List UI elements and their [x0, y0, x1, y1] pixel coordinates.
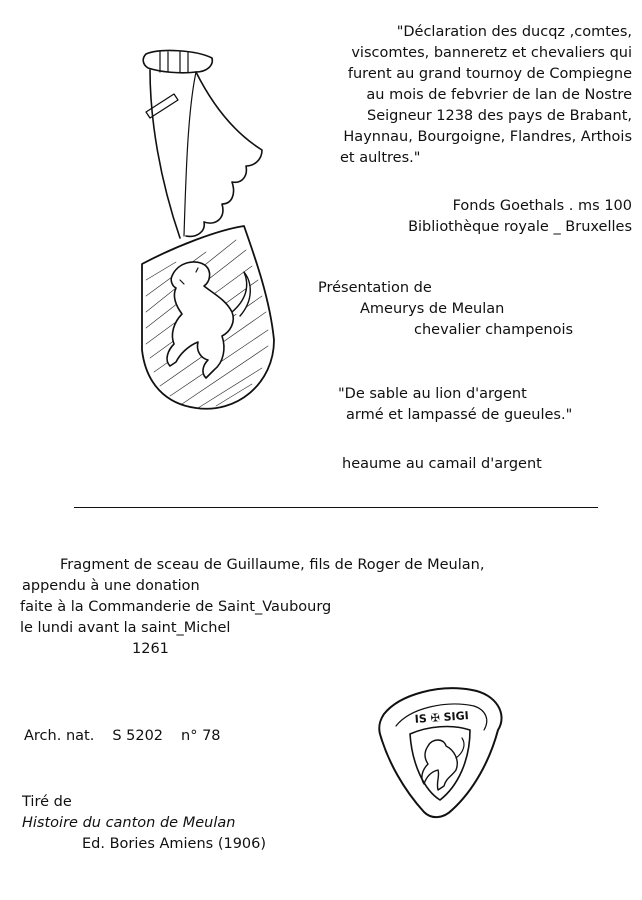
blazon-line: armé et lampassé de gueules." [346, 407, 573, 423]
seal-legend: IS ✠ SIGI [414, 709, 470, 726]
quote-line: Haynnau, Bourgoigne, Flandres, Arthois [343, 129, 632, 145]
seal-lion [422, 740, 457, 790]
presentation-line: Présentation de [318, 280, 432, 296]
source-fonds: Fonds Goethals . ms 100 [452, 198, 632, 214]
archive-number: n° 78 [181, 728, 221, 744]
blazon-line: "De sable au lion d'argent [338, 386, 527, 402]
quote-line: "Déclaration des ducqz ,comtes, [396, 24, 632, 40]
quote-line: viscomtes, banneretz et chevaliers qui [351, 45, 632, 61]
citation-book: Histoire du canton de Meulan [22, 815, 236, 831]
citation-block [22, 792, 266, 855]
archive-label: Arch. nat. [24, 728, 95, 744]
presentation-name: Ameurys de Meulan [360, 301, 505, 317]
crest-text: heaume au camail d'argent [342, 456, 542, 472]
seal-line: le lundi avant la saint_Michel [20, 620, 231, 636]
citation-intro: Tiré de [22, 794, 72, 810]
seal-year: 1261 [132, 641, 169, 657]
source-library: Bibliothèque royale _ Bruxelles [408, 219, 632, 235]
quote-line: Seigneur 1238 des pays de Brabant, [367, 108, 632, 124]
citation-publisher: Ed. Bories Amiens (1906) [82, 836, 267, 852]
seal-line: Fragment de sceau de Guillaume, fils de Roger de Meulan, [60, 557, 485, 573]
quote-line: au mois de febvrier de lan de Nostre [366, 87, 632, 103]
quote-line: furent au grand tournoy de Compiegne [347, 66, 632, 82]
seal-outline [379, 688, 501, 817]
seal-line: appendu à une donation [22, 578, 200, 594]
quote-line: et aultres." [340, 150, 421, 166]
presentation-title: chevalier champenois [414, 322, 574, 338]
seal-line: faite à la Commanderie de Saint_Vaubourg [20, 599, 332, 615]
archive-series: S 5202 [112, 728, 164, 744]
